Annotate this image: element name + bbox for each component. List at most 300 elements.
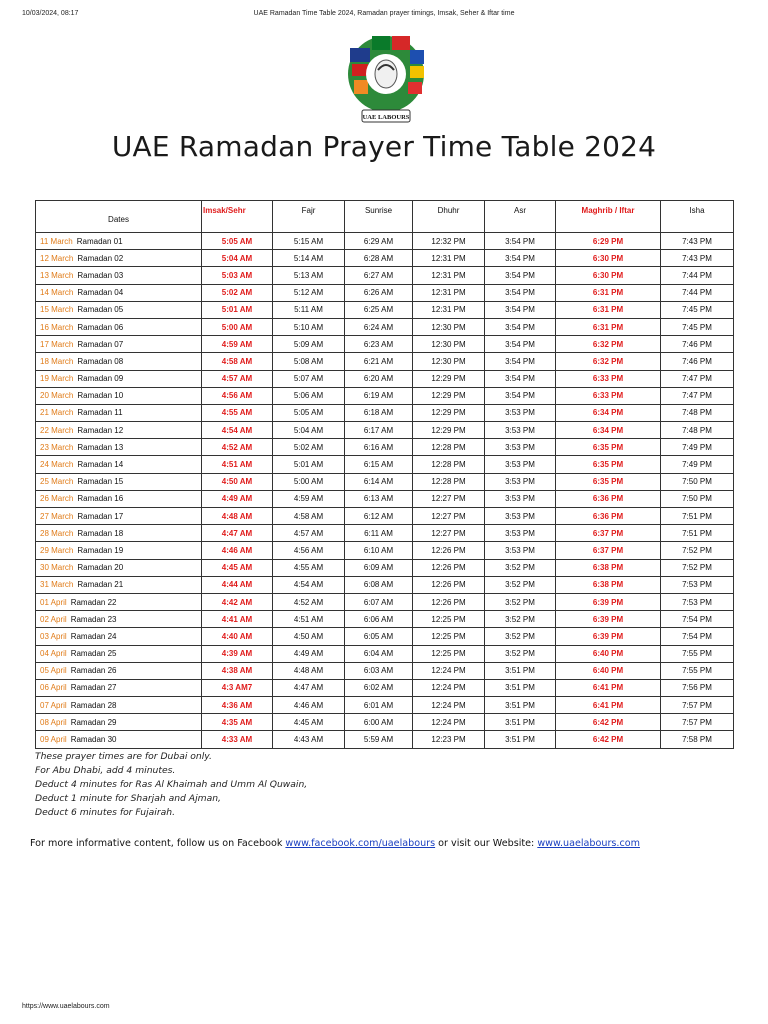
gregorian-date: 18 March xyxy=(40,356,74,366)
date-cell xyxy=(36,439,202,456)
date-cell xyxy=(36,422,202,439)
table-row xyxy=(36,559,734,576)
prayer-time-table xyxy=(35,200,734,749)
fajr-time: 5:14 AM xyxy=(273,250,345,267)
page-title: UAE Ramadan Prayer Time Table 2024 xyxy=(111,130,657,163)
sunrise-time: 6:02 AM xyxy=(345,679,413,696)
dhuhr-time: 12:31 PM xyxy=(413,284,485,301)
maghrib-time: 6:29 PM xyxy=(556,233,661,250)
asr-time: 3:53 PM xyxy=(485,439,556,456)
more-info-line xyxy=(30,838,640,849)
ramadan-day: Ramadan 21 xyxy=(77,580,124,590)
notes xyxy=(35,750,307,820)
isha-time: 7:50 PM xyxy=(661,490,734,507)
maghrib-time: 6:35 PM xyxy=(556,473,661,490)
imsak-time: 4:52 AM xyxy=(202,439,273,456)
imsak-time: 4:33 AM xyxy=(202,731,273,748)
date-cell xyxy=(36,336,202,353)
asr-time: 3:54 PM xyxy=(485,267,556,284)
maghrib-time: 6:36 PM xyxy=(556,490,661,507)
date-cell xyxy=(36,731,202,748)
dhuhr-time: 12:26 PM xyxy=(413,559,485,576)
imsak-time: 4:51 AM xyxy=(202,456,273,473)
maghrib-time: 6:42 PM xyxy=(556,714,661,731)
table-row xyxy=(36,714,734,731)
isha-time: 7:56 PM xyxy=(661,679,734,696)
ramadan-day: Ramadan 06 xyxy=(77,322,124,332)
fajr-time: 5:05 AM xyxy=(273,404,345,421)
sunrise-time: 6:17 AM xyxy=(345,422,413,439)
sunrise-time: 6:26 AM xyxy=(345,284,413,301)
date-cell xyxy=(36,611,202,628)
fajr-time: 4:51 AM xyxy=(273,611,345,628)
date-cell xyxy=(36,697,202,714)
ramadan-day: Ramadan 29 xyxy=(70,717,117,727)
isha-time: 7:51 PM xyxy=(661,525,734,542)
header-isha: Isha xyxy=(661,201,734,233)
imsak-time: 4:57 AM xyxy=(202,370,273,387)
logo-emblem-icon xyxy=(340,30,432,130)
table-row xyxy=(36,645,734,662)
more-info-prefix: For more informative content, follow us on Facebook xyxy=(30,838,286,849)
sunrise-time: 6:08 AM xyxy=(345,576,413,593)
gregorian-date: 28 March xyxy=(40,528,74,538)
dhuhr-time: 12:25 PM xyxy=(413,611,485,628)
gregorian-date: 26 March xyxy=(40,494,74,504)
asr-time: 3:51 PM xyxy=(485,679,556,696)
gregorian-date: 29 March xyxy=(40,545,74,555)
fajr-time: 4:46 AM xyxy=(273,697,345,714)
dhuhr-time: 12:30 PM xyxy=(413,336,485,353)
ramadan-day: Ramadan 23 xyxy=(70,614,117,624)
isha-time: 7:52 PM xyxy=(661,542,734,559)
fajr-time: 4:58 AM xyxy=(273,508,345,525)
ramadan-day: Ramadan 10 xyxy=(77,391,124,401)
dhuhr-time: 12:29 PM xyxy=(413,422,485,439)
gregorian-date: 17 March xyxy=(40,339,74,349)
table-row xyxy=(36,490,734,507)
fajr-time: 5:15 AM xyxy=(273,233,345,250)
sunrise-time: 6:06 AM xyxy=(345,611,413,628)
isha-time: 7:47 PM xyxy=(661,370,734,387)
asr-time: 3:54 PM xyxy=(485,250,556,267)
date-cell xyxy=(36,628,202,645)
maghrib-time: 6:31 PM xyxy=(556,318,661,335)
gregorian-date: 20 March xyxy=(40,391,74,401)
date-cell xyxy=(36,370,202,387)
date-cell xyxy=(36,456,202,473)
sunrise-time: 6:09 AM xyxy=(345,559,413,576)
table-row xyxy=(36,439,734,456)
ramadan-day: Ramadan 12 xyxy=(77,425,124,435)
header-fajr: Fajr xyxy=(273,201,345,233)
imsak-time: 4:39 AM xyxy=(202,645,273,662)
fajr-time: 4:55 AM xyxy=(273,559,345,576)
header-sunrise: Sunrise xyxy=(345,201,413,233)
table-row xyxy=(36,404,734,421)
gregorian-date: 07 April xyxy=(40,700,67,710)
sunrise-time: 6:13 AM xyxy=(345,490,413,507)
sunrise-time: 6:04 AM xyxy=(345,645,413,662)
isha-time: 7:55 PM xyxy=(661,645,734,662)
sunrise-time: 6:10 AM xyxy=(345,542,413,559)
ramadan-day: Ramadan 24 xyxy=(70,631,117,641)
asr-time: 3:53 PM xyxy=(485,508,556,525)
table-row xyxy=(36,233,734,250)
fajr-time: 4:45 AM xyxy=(273,714,345,731)
dhuhr-time: 12:32 PM xyxy=(413,233,485,250)
dhuhr-time: 12:28 PM xyxy=(413,456,485,473)
imsak-time: 4:59 AM xyxy=(202,336,273,353)
date-cell xyxy=(36,542,202,559)
dhuhr-time: 12:28 PM xyxy=(413,439,485,456)
asr-time: 3:53 PM xyxy=(485,456,556,473)
gregorian-date: 01 April xyxy=(40,597,67,607)
sunrise-time: 6:18 AM xyxy=(345,404,413,421)
isha-time: 7:45 PM xyxy=(661,301,734,318)
isha-time: 7:43 PM xyxy=(661,233,734,250)
asr-time: 3:53 PM xyxy=(485,542,556,559)
gregorian-date: 05 April xyxy=(40,666,67,676)
table-row xyxy=(36,336,734,353)
isha-time: 7:53 PM xyxy=(661,576,734,593)
sunrise-time: 6:28 AM xyxy=(345,250,413,267)
ramadan-day: Ramadan 16 xyxy=(77,494,124,504)
ramadan-day: Ramadan 13 xyxy=(77,442,124,452)
isha-time: 7:57 PM xyxy=(661,714,734,731)
table-row xyxy=(36,370,734,387)
ramadan-day: Ramadan 18 xyxy=(77,528,124,538)
isha-time: 7:55 PM xyxy=(661,662,734,679)
sunrise-time: 5:59 AM xyxy=(345,731,413,748)
gregorian-date: 12 March xyxy=(40,253,74,263)
date-cell xyxy=(36,593,202,610)
fajr-time: 5:00 AM xyxy=(273,473,345,490)
isha-time: 7:50 PM xyxy=(661,473,734,490)
gregorian-date: 22 March xyxy=(40,425,74,435)
fajr-time: 4:47 AM xyxy=(273,679,345,696)
imsak-time: 4:36 AM xyxy=(202,697,273,714)
header-dhuhr: Dhuhr xyxy=(413,201,485,233)
isha-time: 7:44 PM xyxy=(661,284,734,301)
dhuhr-time: 12:24 PM xyxy=(413,697,485,714)
date-cell xyxy=(36,645,202,662)
imsak-time: 4:58 AM xyxy=(202,353,273,370)
asr-time: 3:52 PM xyxy=(485,645,556,662)
print-header xyxy=(0,10,768,22)
date-cell xyxy=(36,233,202,250)
imsak-time: 5:02 AM xyxy=(202,284,273,301)
isha-time: 7:43 PM xyxy=(661,250,734,267)
asr-time: 3:52 PM xyxy=(485,628,556,645)
ramadan-day: Ramadan 30 xyxy=(70,735,117,745)
asr-time: 3:52 PM xyxy=(485,559,556,576)
fajr-time: 4:48 AM xyxy=(273,662,345,679)
ramadan-day: Ramadan 25 xyxy=(70,649,117,659)
maghrib-time: 6:36 PM xyxy=(556,508,661,525)
fajr-time: 4:43 AM xyxy=(273,731,345,748)
ramadan-day: Ramadan 28 xyxy=(70,700,117,710)
imsak-time: 4:40 AM xyxy=(202,628,273,645)
asr-time: 3:53 PM xyxy=(485,525,556,542)
asr-time: 3:54 PM xyxy=(485,318,556,335)
maghrib-time: 6:33 PM xyxy=(556,387,661,404)
sunrise-time: 6:05 AM xyxy=(345,628,413,645)
isha-time: 7:53 PM xyxy=(661,593,734,610)
isha-time: 7:47 PM xyxy=(661,387,734,404)
header-maghrib: Maghrib / Iftar xyxy=(556,201,661,233)
imsak-time: 5:03 AM xyxy=(202,267,273,284)
table-row xyxy=(36,284,734,301)
more-info-middle: or visit our Website: xyxy=(435,838,538,849)
maghrib-time: 6:33 PM xyxy=(556,370,661,387)
fajr-time: 5:13 AM xyxy=(273,267,345,284)
isha-time: 7:49 PM xyxy=(661,439,734,456)
dhuhr-time: 12:29 PM xyxy=(413,404,485,421)
facebook-link[interactable]: www.facebook.com/uaelabours xyxy=(285,838,436,849)
table-row xyxy=(36,525,734,542)
ramadan-day: Ramadan 15 xyxy=(77,477,124,487)
fajr-time: 4:49 AM xyxy=(273,645,345,662)
isha-time: 7:49 PM xyxy=(661,456,734,473)
imsak-time: 5:04 AM xyxy=(202,250,273,267)
maghrib-time: 6:35 PM xyxy=(556,439,661,456)
website-link[interactable]: www.uaelabours.com xyxy=(537,838,640,849)
gregorian-date: 24 March xyxy=(40,460,74,470)
dhuhr-time: 12:29 PM xyxy=(413,370,485,387)
dhuhr-time: 12:31 PM xyxy=(413,301,485,318)
sunrise-time: 6:07 AM xyxy=(345,593,413,610)
sunrise-time: 6:19 AM xyxy=(345,387,413,404)
fajr-time: 4:59 AM xyxy=(273,490,345,507)
date-cell xyxy=(36,387,202,404)
asr-time: 3:54 PM xyxy=(485,353,556,370)
asr-time: 3:52 PM xyxy=(485,593,556,610)
gregorian-date: 09 April xyxy=(40,735,67,745)
header-asr: Asr xyxy=(485,201,556,233)
imsak-time: 4:38 AM xyxy=(202,662,273,679)
imsak-time: 4:56 AM xyxy=(202,387,273,404)
sunrise-time: 6:03 AM xyxy=(345,662,413,679)
isha-time: 7:54 PM xyxy=(661,628,734,645)
maghrib-time: 6:41 PM xyxy=(556,679,661,696)
gregorian-date: 30 March xyxy=(40,563,74,573)
asr-time: 3:53 PM xyxy=(485,473,556,490)
isha-time: 7:46 PM xyxy=(661,353,734,370)
gregorian-date: 27 March xyxy=(40,511,74,521)
table-row xyxy=(36,353,734,370)
isha-time: 7:57 PM xyxy=(661,697,734,714)
isha-time: 7:44 PM xyxy=(661,267,734,284)
sunrise-time: 6:14 AM xyxy=(345,473,413,490)
dhuhr-time: 12:26 PM xyxy=(413,542,485,559)
fajr-time: 4:50 AM xyxy=(273,628,345,645)
ramadan-day: Ramadan 03 xyxy=(77,270,124,280)
table-row xyxy=(36,593,734,610)
dhuhr-time: 12:31 PM xyxy=(413,267,485,284)
maghrib-time: 6:41 PM xyxy=(556,697,661,714)
maghrib-time: 6:34 PM xyxy=(556,422,661,439)
table-row xyxy=(36,301,734,318)
ramadan-day: Ramadan 05 xyxy=(77,305,124,315)
dhuhr-time: 12:30 PM xyxy=(413,318,485,335)
date-cell xyxy=(36,662,202,679)
maghrib-time: 6:37 PM xyxy=(556,542,661,559)
isha-time: 7:48 PM xyxy=(661,404,734,421)
maghrib-time: 6:38 PM xyxy=(556,559,661,576)
gregorian-date: 03 April xyxy=(40,631,67,641)
dhuhr-time: 12:31 PM xyxy=(413,250,485,267)
date-cell xyxy=(36,353,202,370)
dhuhr-time: 12:26 PM xyxy=(413,593,485,610)
maghrib-time: 6:31 PM xyxy=(556,284,661,301)
fajr-time: 5:08 AM xyxy=(273,353,345,370)
date-cell xyxy=(36,267,202,284)
imsak-time: 4:41 AM xyxy=(202,611,273,628)
sunrise-time: 6:27 AM xyxy=(345,267,413,284)
ramadan-day: Ramadan 04 xyxy=(77,288,124,298)
ramadan-day: Ramadan 11 xyxy=(77,408,123,418)
maghrib-time: 6:39 PM xyxy=(556,611,661,628)
ramadan-day: Ramadan 08 xyxy=(77,356,124,366)
imsak-time: 4:46 AM xyxy=(202,542,273,559)
sunrise-time: 6:00 AM xyxy=(345,714,413,731)
fajr-time: 5:11 AM xyxy=(273,301,345,318)
fajr-time: 4:56 AM xyxy=(273,542,345,559)
table-row xyxy=(36,250,734,267)
gregorian-date: 02 April xyxy=(40,614,67,624)
ramadan-day: Ramadan 26 xyxy=(70,666,117,676)
table-row xyxy=(36,456,734,473)
header-imsak: Imsak/Sehr xyxy=(202,201,273,233)
imsak-time: 4:35 AM xyxy=(202,714,273,731)
imsak-time: 4:54 AM xyxy=(202,422,273,439)
gregorian-date: 21 March xyxy=(40,408,74,418)
maghrib-time: 6:39 PM xyxy=(556,593,661,610)
fajr-time: 4:54 AM xyxy=(273,576,345,593)
table-row xyxy=(36,387,734,404)
maghrib-time: 6:30 PM xyxy=(556,250,661,267)
dhuhr-time: 12:29 PM xyxy=(413,387,485,404)
table-row xyxy=(36,731,734,748)
imsak-time: 4:49 AM xyxy=(202,490,273,507)
ramadan-day: Ramadan 20 xyxy=(77,563,124,573)
gregorian-date: 14 March xyxy=(40,288,74,298)
sunrise-time: 6:21 AM xyxy=(345,353,413,370)
asr-time: 3:53 PM xyxy=(485,422,556,439)
imsak-time: 4:48 AM xyxy=(202,508,273,525)
table-row xyxy=(36,679,734,696)
dhuhr-time: 12:27 PM xyxy=(413,490,485,507)
imsak-time: 4:45 AM xyxy=(202,559,273,576)
maghrib-time: 6:32 PM xyxy=(556,353,661,370)
note-line: Deduct 4 minutes for Ras Al Khaimah and Umm Al Quwain, xyxy=(35,779,308,790)
table-row xyxy=(36,267,734,284)
asr-time: 3:52 PM xyxy=(485,611,556,628)
gregorian-date: 04 April xyxy=(40,649,67,659)
table-row xyxy=(36,318,734,335)
sunrise-time: 6:29 AM xyxy=(345,233,413,250)
imsak-time: 5:00 AM xyxy=(202,318,273,335)
date-cell xyxy=(36,490,202,507)
maghrib-time: 6:40 PM xyxy=(556,662,661,679)
dhuhr-time: 12:23 PM xyxy=(413,731,485,748)
asr-time: 3:54 PM xyxy=(485,284,556,301)
date-cell xyxy=(36,250,202,267)
fajr-time: 5:06 AM xyxy=(273,387,345,404)
dhuhr-time: 12:27 PM xyxy=(413,525,485,542)
maghrib-time: 6:35 PM xyxy=(556,456,661,473)
imsak-time: 4:47 AM xyxy=(202,525,273,542)
asr-time: 3:51 PM xyxy=(485,662,556,679)
imsak-time: 5:01 AM xyxy=(202,301,273,318)
isha-time: 7:51 PM xyxy=(661,508,734,525)
asr-time: 3:51 PM xyxy=(485,731,556,748)
asr-time: 3:54 PM xyxy=(485,233,556,250)
isha-time: 7:45 PM xyxy=(661,318,734,335)
fajr-time: 5:12 AM xyxy=(273,284,345,301)
fajr-time: 5:01 AM xyxy=(273,456,345,473)
gregorian-date: 06 April xyxy=(40,683,67,693)
gregorian-date: 08 April xyxy=(40,717,67,727)
sunrise-time: 6:16 AM xyxy=(345,439,413,456)
asr-time: 3:52 PM xyxy=(485,576,556,593)
isha-time: 7:58 PM xyxy=(661,731,734,748)
date-cell xyxy=(36,473,202,490)
ramadan-day: Ramadan 19 xyxy=(77,545,124,555)
dhuhr-time: 12:25 PM xyxy=(413,645,485,662)
gregorian-date: 19 March xyxy=(40,374,74,384)
isha-time: 7:52 PM xyxy=(661,559,734,576)
gregorian-date: 11 March xyxy=(40,236,73,246)
maghrib-time: 6:30 PM xyxy=(556,267,661,284)
gregorian-date: 15 March xyxy=(40,305,74,315)
maghrib-time: 6:37 PM xyxy=(556,525,661,542)
fajr-time: 4:57 AM xyxy=(273,525,345,542)
imsak-time: 4:42 AM xyxy=(202,593,273,610)
asr-time: 3:53 PM xyxy=(485,404,556,421)
sunrise-time: 6:12 AM xyxy=(345,508,413,525)
dhuhr-time: 12:28 PM xyxy=(413,473,485,490)
ramadan-day: Ramadan 17 xyxy=(77,511,124,521)
date-cell xyxy=(36,284,202,301)
dhuhr-time: 12:24 PM xyxy=(413,662,485,679)
date-cell xyxy=(36,525,202,542)
note-line: Deduct 6 minutes for Fujairah. xyxy=(35,807,176,818)
note-line: For Abu Dhabi, add 4 minutes. xyxy=(35,765,176,776)
ramadan-day: Ramadan 07 xyxy=(77,339,124,349)
sunrise-time: 6:24 AM xyxy=(345,318,413,335)
sunrise-time: 6:15 AM xyxy=(345,456,413,473)
ramadan-day: Ramadan 02 xyxy=(77,253,124,263)
asr-time: 3:54 PM xyxy=(485,370,556,387)
dhuhr-time: 12:30 PM xyxy=(413,353,485,370)
isha-time: 7:48 PM xyxy=(661,422,734,439)
ramadan-day: Ramadan 27 xyxy=(70,683,117,693)
imsak-time: 4:50 AM xyxy=(202,473,273,490)
dhuhr-time: 12:25 PM xyxy=(413,628,485,645)
header-dates: Dates xyxy=(36,201,202,233)
maghrib-time: 6:39 PM xyxy=(556,628,661,645)
date-cell xyxy=(36,714,202,731)
table-row xyxy=(36,508,734,525)
imsak-time: 4:3 AM7 xyxy=(202,679,273,696)
date-cell xyxy=(36,559,202,576)
fajr-time: 5:09 AM xyxy=(273,336,345,353)
table-row xyxy=(36,422,734,439)
ramadan-day: Ramadan 01 xyxy=(76,236,123,246)
maghrib-time: 6:34 PM xyxy=(556,404,661,421)
